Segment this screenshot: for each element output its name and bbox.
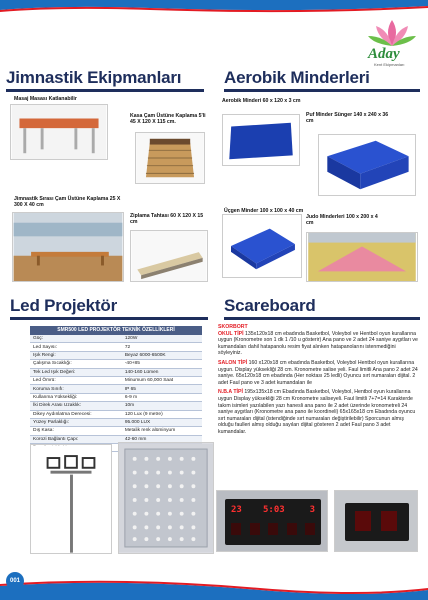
section-rule [224,89,420,92]
footer-decoration [0,560,428,600]
scoreboard-heading: SKORBORT [218,324,248,330]
gym-caption-4: Ziplama Tahtası 60 X 120 X 15 cm [130,213,204,225]
scoreboard-section-title: Scareboard [224,296,316,315]
spec-value: 6-9 m [122,393,202,401]
gym-bench-image [12,212,124,282]
led-panel-image [118,442,214,554]
spec-row [30,410,202,418]
scoreboard-image [216,490,328,552]
vaulting-box-image [135,132,205,184]
spec-row [30,427,202,435]
shot-clock-image [334,490,418,552]
nba-paragraph [218,389,418,435]
spec-label: Yüzey Parlaklığı: [30,418,122,426]
led-section-title: Led Projektör [10,296,117,315]
game-clock: 5:03 [263,505,285,515]
salon-label: SALON TİPİ [218,359,248,366]
spec-value: 72 [122,343,202,351]
brand-name: Aday [368,46,400,62]
spec-label: Kullanma Yüksekliği: [30,393,122,401]
springboard-image [130,230,208,282]
home-score: 23 [231,505,242,515]
spec-value: 95.000 LUX [122,418,202,426]
salon-text: 160 x120x18 cm ebadında Basketbol, Voleybol Hentbol oyun kurallarına uygun. Display yüksekliği 28 cm. Kronometre salise yeli. Faul limitli Ana pano 2 adet 24 saniye. 65x120x18 cm ebadında (Her noktası 25 ledli) Oyuncu sırt numaraları dijital. 2 adet Faul pano ve 3 adet kumandaları ile [218,359,418,386]
aerobic-caption-4: Judo Minderleri 100 x 200 x 4 cm [306,214,378,226]
spec-row [30,368,202,376]
brand-tagline: Kent Ekipmanları [374,62,405,67]
spec-value: 10m [122,402,202,410]
spec-label: Led Sayısı: [30,343,122,351]
section-rule [224,317,420,320]
spec-label: Led Ömrü: [30,376,122,384]
spec-row [30,418,202,426]
away-score: 3 [309,505,315,515]
spec-row [30,393,202,401]
salon-paragraph [218,360,418,386]
scoreboard-display [225,499,321,545]
okul-text: 135x120x18 cm ebadında Basketbol, Voleybol ve Hentbol oyun kurallarına uygun (Kronometre son 1 dk 1 /10 u gösterir) Ana pano ve 2 adet 24 saniye aygıtları ve kumandaları dahil hatapanolu resim fiyat alınken hatapanolarını istenmediğini söyleyiniz. [218,330,418,357]
spec-value: 42-60 mm [122,435,202,443]
aerobic-mat-image [222,114,300,166]
spec-label: Işık Rengi: [30,351,122,359]
spec-label: Korozi Bağlantı Çapı: [30,435,122,443]
nba-text: 195x135x18 cm Ebadında Basketbol, Voleybol, Hentbol oyun kurallarına uygun Display yüksekliği 28 cm Kronometre saliseyeli. Faul limitli 7+7=14 Karakterde takım isimleri yazılabilen yazı hanesli ana pano ile 2 adet üzerinde kronometreli 24 saniye aygıtları (Kronometre ana pano ile koordineli) 65x165x18 cm Ebadında oyuncu sırt numaraları dijital (istendiğinde sırt numaraları değiştirilebilir) Sporcunun almış olduğu faulleri almış olduğu sayıları dijital gösteren 2 adet Faul pano 3 adet kumandalar. [218,389,416,435]
spec-row [30,360,202,368]
okul-label: OKUL TİPİ [218,330,244,337]
spec-label: Dikey Aydınlatma Derecesi: [30,410,122,418]
nba-label: N.B.A TİPİ [218,389,243,396]
gym-section-title: Jimnastik Ekipmanları [6,68,182,87]
section-rule [10,317,208,320]
spec-value: 120W [122,335,202,343]
spec-row [30,351,202,359]
spec-row [30,335,202,343]
shot-clock-display [345,503,409,541]
scoreboard-digit-row [231,523,315,537]
gym-caption-2: Kasa Çam Üstüne Kaplama 5'li 45 X 120 X 115 cm. [130,113,206,125]
spec-label: Tek Led Işık Değeri: [30,368,122,376]
spec-value: IP 65 [122,385,202,393]
spec-value: Beyaz 6000-6500K [122,351,202,359]
spec-value: 140-160 Lümen [122,368,202,376]
okul-paragraph [218,331,418,357]
aerobic-caption-1: Aerobik Minderi 60 x 120 x 3 cm [222,98,301,104]
gym-caption-3: Jimnastik Sırası Çam Üstüne Kaplama 25 X 300 X 40 cm [14,196,121,208]
spec-row [30,376,202,384]
spec-value: 120 Lux (9 metre) [122,410,202,418]
spec-value: Minumum 60,000 Saat [122,376,202,384]
spec-label: İki Direk Arası Uzaklık: [30,402,122,410]
spec-label: Dış Kasa: [30,427,122,435]
led-spec-header: SMR500 LED PROJEKTÖR TEKNİK ÖZELLİKLERİ [30,326,202,335]
section-rule [6,89,204,92]
spec-row [30,402,202,410]
scoreboard-description [218,324,418,436]
aerobic-section-title: Aerobik Minderleri [224,68,370,87]
judo-mat-image [306,232,418,282]
brand-logo [364,18,420,66]
massage-table-image [10,104,108,160]
lotus-logo-icon [364,18,420,48]
aerobic-caption-2: Puf Minder Sünger 140 x 240 x 36 cm [306,112,389,124]
spec-row [30,343,202,351]
header-decoration [0,0,428,14]
gym-caption-1: Masaj Masası Katlanabilir [14,96,77,102]
spec-label: Koruma Sınıfı: [30,385,122,393]
page-number: 001 [6,572,24,590]
spec-value: -40+85 [122,360,202,368]
triangle-mat-image [222,214,302,278]
cushion-mat-image [318,134,416,196]
spec-label: Güç: [30,335,122,343]
spec-row [30,385,202,393]
floodlight-pole-image [30,444,112,554]
aerobic-caption-3: Üçgen Minder 100 x 100 x 40 cm [224,208,304,214]
spec-label: Çalışma Sıcaklığı: [30,360,122,368]
led-spec-table [30,326,202,452]
spec-table-body [30,335,202,452]
spec-value: Metalik renk alüminyum [122,427,202,435]
